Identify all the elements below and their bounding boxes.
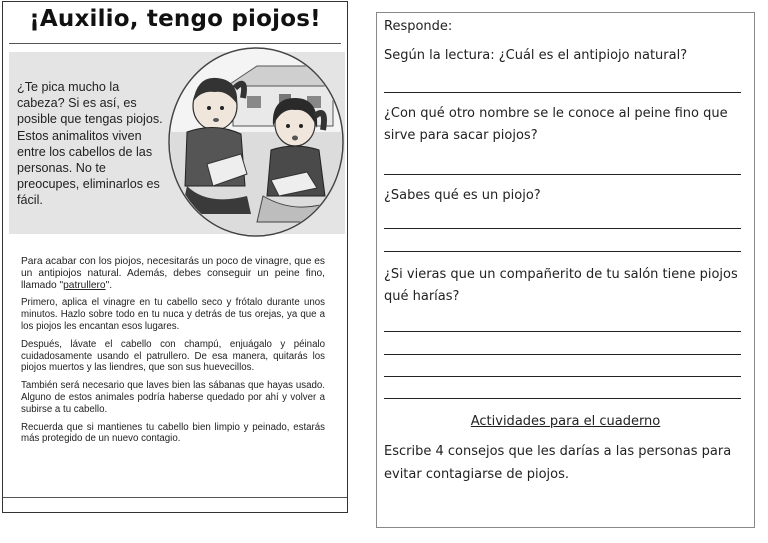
intro-text: ¿Te pica mucho la cabeza? Si es así, es posible que tengas piojos. Estos animalitos viven entre los cabellos de las personas. No te preocupes, eliminarlos es fácil. bbox=[17, 80, 163, 208]
paragraph-1-text: Para acabar con los piojos, necesitarás un poco de vinagre, que es un antipiojos natural. Además, debes conseguir un peine fino, llamado " bbox=[21, 256, 325, 291]
patrullero-term: patrullero bbox=[63, 279, 106, 291]
reading-title: ¡Auxilio, tengo piojos! bbox=[29, 6, 321, 32]
question-1: Según la lectura: ¿Cuál es el antipiojo natural? bbox=[384, 48, 688, 63]
answer-line[interactable] bbox=[384, 174, 741, 175]
question-2: ¿Con qué otro nombre se le conoce al peine fino que sirve para sacar piojos? bbox=[384, 106, 728, 143]
intro-box bbox=[9, 52, 345, 234]
worksheet-heading: Responde: bbox=[384, 19, 453, 34]
answer-line[interactable] bbox=[384, 398, 741, 399]
bottom-divider bbox=[3, 497, 347, 498]
reading-panel bbox=[2, 1, 348, 513]
paragraph-5: Recuerda que si mantienes tu cabello bien limpio y peinado, estarás más protegido de un nuevo contagio. bbox=[21, 421, 325, 445]
question-4: ¿Si vieras que un compañerito de tu salón tiene piojos qué harías? bbox=[384, 267, 738, 304]
answer-line[interactable] bbox=[384, 92, 741, 93]
answer-line[interactable] bbox=[384, 376, 741, 377]
activity-instruction: Escribe 4 consejos que les darías a las personas para evitar contagiarse de piojos. bbox=[384, 444, 732, 482]
answer-line[interactable] bbox=[384, 354, 741, 355]
activities-title: Actividades para el cuaderno bbox=[470, 414, 661, 429]
answer-line[interactable] bbox=[384, 228, 741, 229]
paragraph-3: Después, lávate el cabello con champú, enjuágalo y péinalo cuidadosamente usando el patrullero. De esa manera, quitarás los piojos muertos y las liendres, que son sus huevecillos. bbox=[21, 338, 325, 374]
children-reading-illustration bbox=[167, 46, 345, 238]
title-divider bbox=[9, 43, 341, 44]
answer-line[interactable] bbox=[384, 251, 741, 252]
reading-body bbox=[21, 256, 325, 451]
answer-line[interactable] bbox=[384, 331, 741, 332]
paragraph-1-end: ". bbox=[105, 279, 113, 291]
worksheet-panel bbox=[376, 12, 755, 528]
question-3: ¿Sabes qué es un piojo? bbox=[384, 188, 541, 203]
paragraph-1 bbox=[21, 256, 325, 291]
paragraph-4: También será necesario que laves bien las sábanas que hayas usado. Alguno de estos animales podría haberse quedado por ahí y volver a subirse a tu cabello. bbox=[21, 380, 325, 415]
paragraph-2: Primero, aplica el vinagre en tu cabello seco y frótalo durante unos minutos. Hazlo sobre todo en tu nuca y detrás de tus orejas, ya que a los piojos les encantan esos lugares. bbox=[21, 297, 325, 332]
